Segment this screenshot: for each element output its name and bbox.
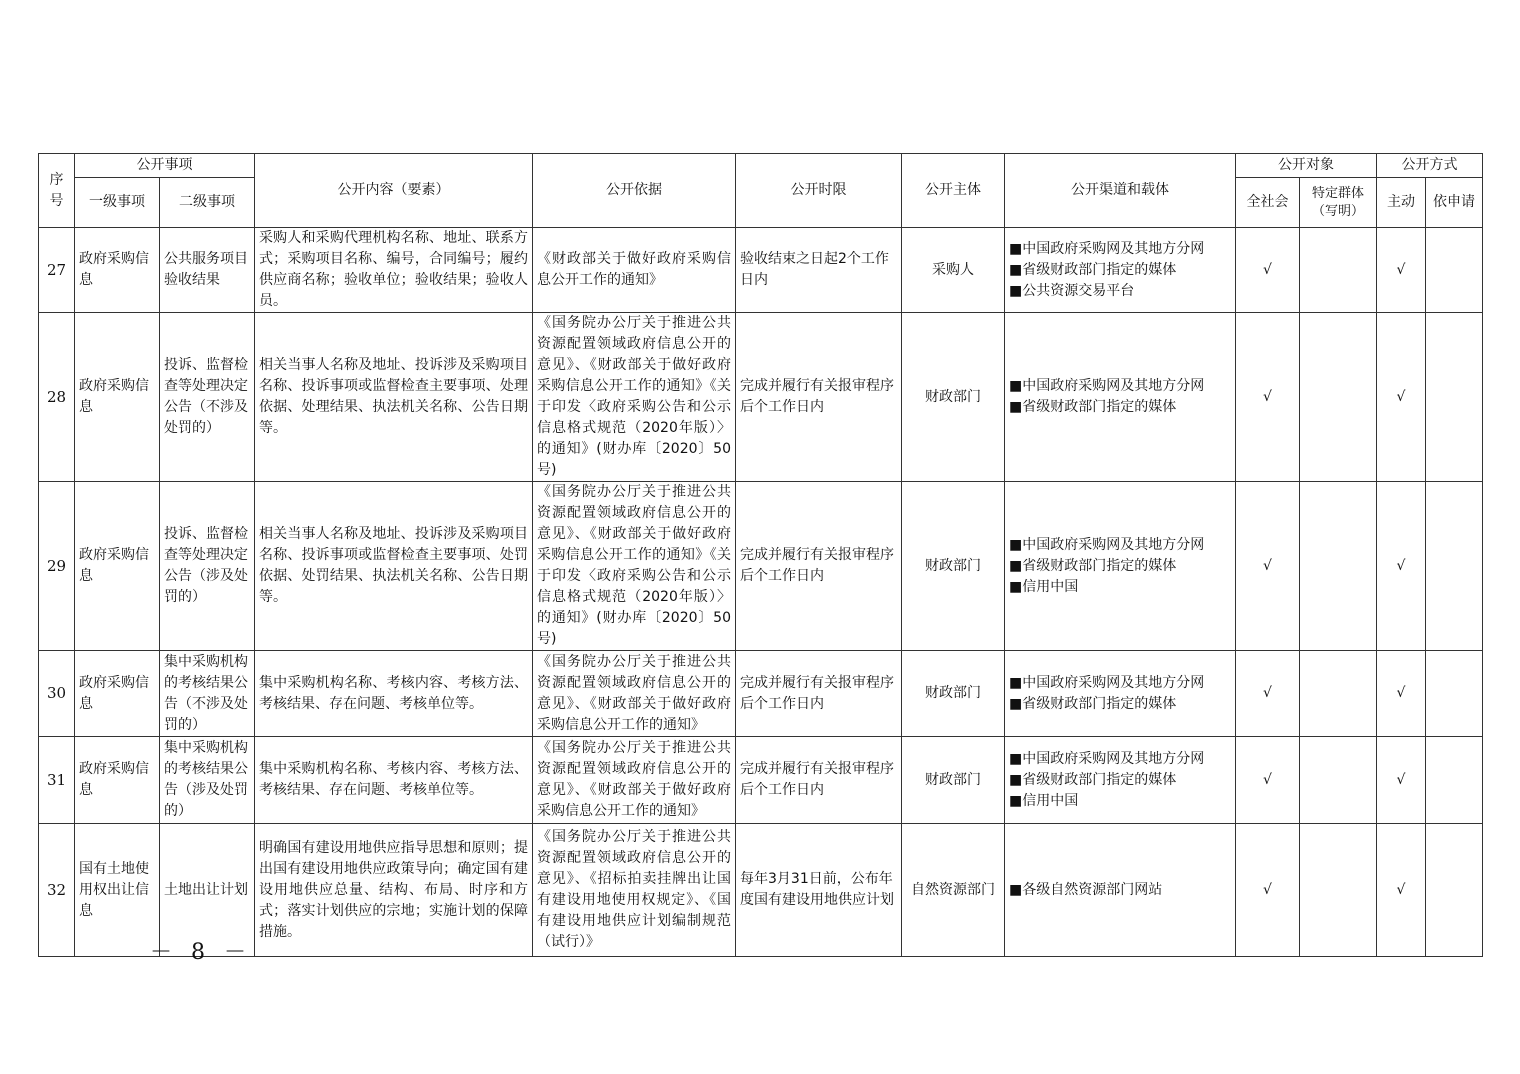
level1-item: 政府采购信息 (75, 737, 160, 824)
target-specific-mark (1300, 737, 1377, 824)
header-basis: 公开依据 (533, 154, 736, 228)
row-number: 27 (39, 228, 75, 313)
level1-item: 政府采购信息 (75, 228, 160, 313)
table-row (39, 228, 1483, 313)
channel-item: ■省级财政部门指定的媒体 (1009, 261, 1177, 278)
header-content: 公开内容（要素） (255, 154, 533, 228)
time-limit: 验收结束之日起2个工作日内 (736, 228, 902, 313)
channel-item: ■公共资源交易平台 (1009, 282, 1135, 299)
channel-item: ■省级财政部门指定的媒体 (1009, 695, 1177, 712)
time-limit: 完成并履行有关报审程序后个工作日内 (736, 651, 902, 737)
level2-item: 集中采购机构的考核结果公告（涉及处罚的） (160, 737, 255, 824)
channel-item: ■中国政府采购网及其地方分网 (1009, 674, 1205, 691)
level1-item: 国有土地使用权出让信息 (75, 824, 160, 957)
method-active-mark: √ (1377, 228, 1426, 313)
header-on-request: 依申请 (1426, 178, 1483, 228)
level1-item: 政府采购信息 (75, 651, 160, 737)
disclosure-content: 相关当事人名称及地址、投诉涉及采购项目名称、投诉事项或监督检查主要事项、处理依据、处理结果、执法机关名称、公告日期等。 (255, 313, 533, 482)
header-level1: 一级事项 (75, 178, 160, 228)
disclosure-channels (1005, 651, 1236, 737)
table-row (39, 824, 1483, 957)
level1-item: 政府采购信息 (75, 482, 160, 651)
method-active-mark: √ (1377, 824, 1426, 957)
header-items-group: 公开事项 (75, 154, 255, 178)
channel-list (1009, 535, 1231, 598)
disclosure-basis: 《国务院办公厅关于推进公共资源配置领域政府信息公开的意见》、《招标拍卖挂牌出让国有建设用地使用权规定》、《国有建设用地供应计划编制规范（试行）》 (533, 824, 736, 957)
target-specific-mark (1300, 824, 1377, 957)
row-number: 32 (39, 824, 75, 957)
disclosure-basis: 《国务院办公厅关于推进公共资源配置领域政府信息公开的意见》、《财政部关于做好政府采购信息公开工作的通知》《关于印发〈政府采购公告和公示信息格式规范（2020年版）〉的通知》(财办库〔2020〕50号) (533, 313, 736, 482)
row-number: 31 (39, 737, 75, 824)
header-channels: 公开渠道和载体 (1005, 154, 1236, 228)
level1-item: 政府采购信息 (75, 313, 160, 482)
method-active-mark: √ (1377, 313, 1426, 482)
disclosure-content: 明确国有建设用地供应指导思想和原则；提出国有建设用地供应政策导向；确定国有建设用地供应总量、结构、布局、时序和方式；落实计划供应的宗地；实施计划的保障措施。 (255, 824, 533, 957)
disclosure-subject: 自然资源部门 (902, 824, 1005, 957)
disclosure-content: 集中采购机构名称、考核内容、考核方法、考核结果、存在问题、考核单位等。 (255, 651, 533, 737)
row-number: 28 (39, 313, 75, 482)
disclosure-basis: 《国务院办公厅关于推进公共资源配置领域政府信息公开的意见》、《财政部关于做好政府采购信息公开工作的通知》 (533, 737, 736, 824)
target-public-mark: √ (1236, 228, 1300, 313)
channel-item: ■各级自然资源部门网站 (1009, 881, 1163, 898)
level2-item: 集中采购机构的考核结果公告（不涉及处罚的） (160, 651, 255, 737)
method-on-request-mark (1426, 228, 1483, 313)
time-limit: 每年3月31日前，公布年度国有建设用地供应计划 (736, 824, 902, 957)
target-specific-mark (1300, 313, 1377, 482)
disclosure-channels (1005, 228, 1236, 313)
channel-item: ■省级财政部门指定的媒体 (1009, 771, 1177, 788)
target-specific-mark (1300, 228, 1377, 313)
row-number: 29 (39, 482, 75, 651)
channel-list (1009, 749, 1231, 812)
row-number: 30 (39, 651, 75, 737)
target-specific-mark (1300, 651, 1377, 737)
method-on-request-mark (1426, 482, 1483, 651)
channel-item: ■中国政府采购网及其地方分网 (1009, 240, 1205, 257)
method-active-mark: √ (1377, 482, 1426, 651)
disclosure-content: 相关当事人名称及地址、投诉涉及采购项目名称、投诉事项或监督检查主要事项、处罚依据、处罚结果、执法机关名称、公告日期等。 (255, 482, 533, 651)
disclosure-basis: 《国务院办公厅关于推进公共资源配置领域政府信息公开的意见》、《财政部关于做好政府采购信息公开工作的通知》 (533, 651, 736, 737)
disclosure-channels (1005, 824, 1236, 957)
time-limit: 完成并履行有关报审程序后个工作日内 (736, 482, 902, 651)
header-time-limit: 公开时限 (736, 154, 902, 228)
header-subject: 公开主体 (902, 154, 1005, 228)
header-no: 序号 (39, 154, 75, 228)
disclosure-table (38, 153, 1483, 957)
level2-item: 公共服务项目验收结果 (160, 228, 255, 313)
method-on-request-mark (1426, 313, 1483, 482)
channel-list (1009, 673, 1231, 715)
table-body (39, 228, 1483, 957)
table-row (39, 482, 1483, 651)
header-level2: 二级事项 (160, 178, 255, 228)
time-limit: 完成并履行有关报审程序后个工作日内 (736, 737, 902, 824)
disclosure-subject: 财政部门 (902, 313, 1005, 482)
table-row (39, 651, 1483, 737)
target-public-mark: √ (1236, 651, 1300, 737)
channel-item: ■中国政府采购网及其地方分网 (1009, 750, 1205, 767)
channel-item: ■省级财政部门指定的媒体 (1009, 399, 1177, 415)
disclosure-channels (1005, 737, 1236, 824)
disclosure-subject: 财政部门 (902, 651, 1005, 737)
channel-item: ■中国政府采购网及其地方分网 (1009, 536, 1205, 553)
level2-item: 投诉、监督检查等处理决定公告（不涉及处罚的） (160, 313, 255, 482)
header-specific: 特定群体（写明） (1300, 178, 1377, 228)
target-public-mark: √ (1236, 824, 1300, 957)
disclosure-channels (1005, 313, 1236, 482)
channel-list (1009, 376, 1231, 418)
method-on-request-mark (1426, 651, 1483, 737)
header-active: 主动 (1377, 178, 1426, 228)
disclosure-subject: 采购人 (902, 228, 1005, 313)
channel-list (1009, 880, 1231, 901)
level2-item: 土地出让计划 (160, 824, 255, 957)
disclosure-basis: 《财政部关于做好政府采购信息公开工作的通知》 (533, 228, 736, 313)
method-active-mark: √ (1377, 737, 1426, 824)
header-target-group: 公开对象 (1236, 154, 1377, 178)
method-on-request-mark (1426, 737, 1483, 824)
target-public-mark: √ (1236, 482, 1300, 651)
level2-item: 投诉、监督检查等处理决定公告（涉及处罚的） (160, 482, 255, 651)
method-active-mark: √ (1377, 651, 1426, 737)
target-public-mark: √ (1236, 737, 1300, 824)
target-specific-mark (1300, 482, 1377, 651)
table-row (39, 737, 1483, 824)
table-row (39, 313, 1483, 482)
disclosure-content: 集中采购机构名称、考核内容、考核方法、考核结果、存在问题、考核单位等。 (255, 737, 533, 824)
disclosure-subject: 财政部门 (902, 482, 1005, 651)
channel-item: ■中国政府采购网及其地方分网 (1009, 378, 1205, 394)
page-number: － 8 － (150, 940, 252, 965)
disclosure-subject: 财政部门 (902, 737, 1005, 824)
channel-list (1009, 239, 1231, 302)
disclosure-channels (1005, 482, 1236, 651)
disclosure-content: 采购人和采购代理机构名称、地址、联系方式；采购项目名称、编号，合同编号；履约供应商名称；验收单位；验收结果；验收人员。 (255, 228, 533, 313)
method-on-request-mark (1426, 824, 1483, 957)
channel-item: ■信用中国 (1009, 792, 1079, 809)
channel-item: ■信用中国 (1009, 578, 1079, 595)
header-public: 全社会 (1236, 178, 1300, 228)
target-public-mark: √ (1236, 313, 1300, 482)
header-method-group: 公开方式 (1377, 154, 1483, 178)
channel-item: ■省级财政部门指定的媒体 (1009, 557, 1177, 574)
disclosure-basis: 《国务院办公厅关于推进公共资源配置领域政府信息公开的意见》、《财政部关于做好政府采购信息公开工作的通知》《关于印发〈政府采购公告和公示信息格式规范（2020年版）〉的通知》(财办库〔2020〕50号) (533, 482, 736, 651)
time-limit: 完成并履行有关报审程序后个工作日内 (736, 313, 902, 482)
